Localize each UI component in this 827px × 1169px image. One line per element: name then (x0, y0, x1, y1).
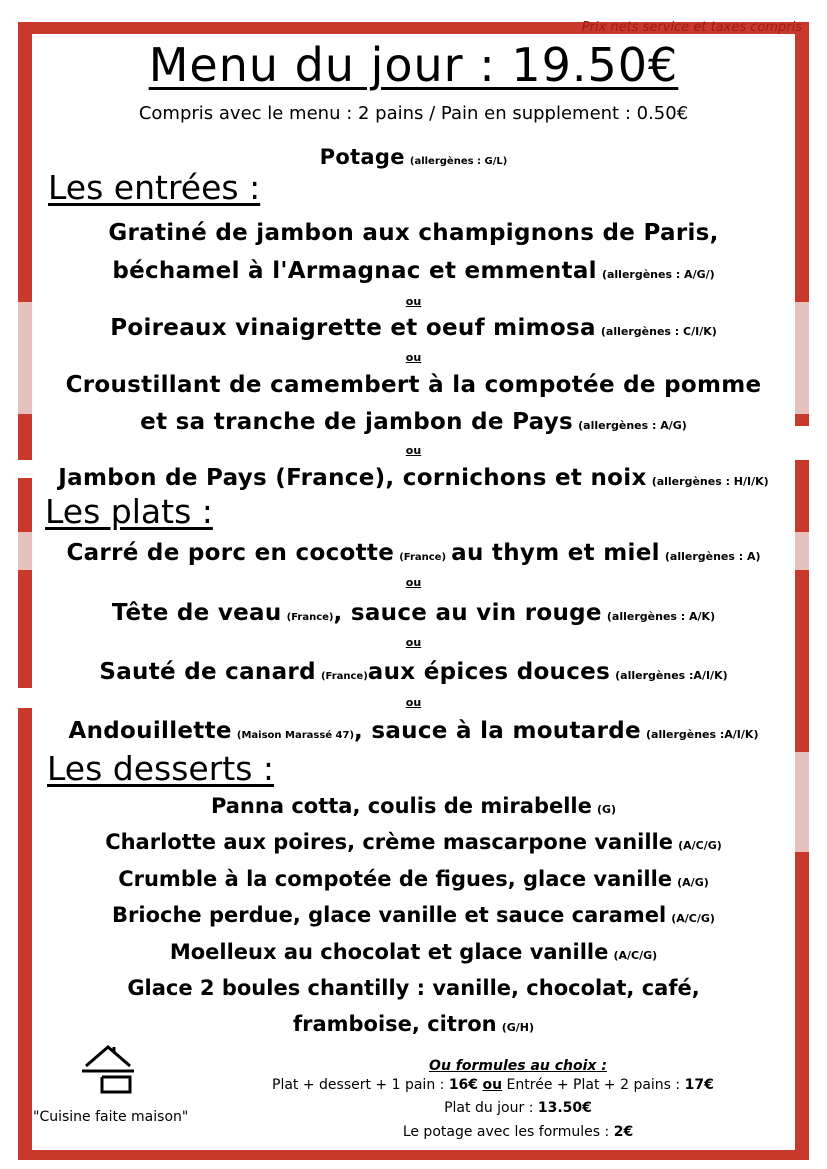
entree-3-line-2 (0, 409, 827, 435)
separator-ou: ou (405, 444, 422, 457)
plat-4-origin: (Maison Marassé 47) (236, 730, 355, 741)
potage-formule-price: 2€ (613, 1124, 634, 1140)
entree-3-line-1: Croustillant de camembert à la compotée de pomme (65, 372, 762, 398)
entree-4 (0, 465, 827, 491)
plat-1 (0, 540, 827, 566)
entree-1-line-1: Gratiné de jambon aux champignons de Paris, (108, 220, 719, 246)
section-plats: Les plats : (45, 492, 213, 531)
entree-1-allergens: (allergènes : A/G/) (601, 268, 715, 281)
plat-2 (0, 600, 827, 626)
separator-ou: ou (405, 295, 422, 308)
formule-line-1 (272, 1077, 714, 1093)
plat-3 (0, 659, 827, 685)
plat-4-name-end: , sauce à la moutarde (354, 718, 641, 744)
separator-ou: ou (405, 576, 422, 589)
dessert-5 (0, 940, 827, 964)
formule-2-price: 17€ (684, 1077, 714, 1093)
plat-4-allergens: (allergènes :A/I/K) (646, 728, 759, 741)
plat-1-name-end: au thym et miel (451, 540, 660, 566)
formule-1-ou: ou (482, 1077, 503, 1093)
dessert-3 (0, 867, 827, 891)
dessert-6-name: framboise, citron (292, 1012, 497, 1036)
formule-2-label: Entrée + Plat + 2 pains : (502, 1077, 685, 1093)
plat-du-jour-label: Plat du jour : (444, 1100, 538, 1116)
dessert-4-name: Brioche perdue, glace vanille et sauce caramel (112, 903, 667, 927)
dessert-2-allergens: (A/C/G) (678, 839, 722, 852)
entree-2 (0, 315, 827, 341)
entree-2-allergens: (allergènes : C/I/K) (600, 325, 717, 338)
formule-line-2 (308, 1100, 728, 1116)
entree-1-line-2 (0, 258, 827, 284)
entree-4-name: Jambon de Pays (France), cornichons et noix (58, 465, 647, 491)
dessert-1-name: Panna cotta, coulis de mirabelle (210, 794, 592, 818)
dessert-1-allergens: (G) (596, 803, 617, 816)
plat-1-origin: (France) (399, 552, 447, 563)
separator-ou: ou (405, 696, 422, 709)
dessert-6-allergens: (G/H) (501, 1021, 535, 1034)
dessert-2-name: Charlotte aux poires, crème mascarpone vanille (105, 830, 673, 854)
page-title: Menu du jour : 19.50€ (148, 38, 679, 92)
separator-ou: ou (405, 636, 422, 649)
formules-title-text: Ou formules au choix : (429, 1058, 607, 1074)
potage-name: Potage (319, 145, 405, 169)
plat-du-jour-price: 13.50€ (537, 1100, 592, 1116)
dessert-5-allergens: (A/C/G) (613, 949, 658, 962)
dessert-5-name: Moelleux au chocolat et glace vanille (169, 940, 609, 964)
dessert-3-name: Crumble à la compotée de figues, glace vanille (118, 867, 673, 891)
dessert-2 (0, 830, 827, 854)
plat-1-allergens: (allergènes : A) (664, 550, 761, 563)
dessert-4 (0, 903, 827, 927)
price-note: Prix nets service et taxes compris (581, 20, 802, 35)
plat-3-origin: (France) (320, 671, 368, 682)
formule-line-3 (308, 1124, 728, 1140)
plat-2-origin: (France) (286, 612, 334, 623)
potage-allergens: (allergènes : G/L) (409, 156, 508, 167)
homemade-label: "Cuisine faite maison" (33, 1109, 189, 1125)
dessert-3-allergens: (A/G) (677, 876, 709, 889)
dessert-6-line-2 (0, 1012, 827, 1036)
plat-4 (0, 718, 827, 744)
plat-4-name: Andouillette (68, 718, 232, 744)
plat-2-name: Tête de veau (111, 600, 282, 626)
section-desserts: Les desserts : (47, 749, 275, 788)
home-outline-icon (80, 1044, 136, 1100)
entree-2-name: Poireaux vinaigrette et oeuf mimosa (110, 315, 596, 341)
formule-1-price: 16€ (448, 1077, 479, 1093)
section-entrees: Les entrées : (48, 168, 261, 207)
plat-2-name-end: , sauce au vin rouge (333, 600, 602, 626)
dessert-6-line-1: Glace 2 boules chantilly : vanille, chocolat, café, (127, 976, 700, 1000)
dessert-4-allergens: (A/C/G) (671, 912, 715, 925)
entree-3-name: et sa tranche de jambon de Pays (140, 409, 574, 435)
plat-3-name-end: aux épices douces (367, 659, 611, 685)
formule-1-label: Plat + dessert + 1 pain : (272, 1077, 449, 1093)
plat-3-allergens: (allergènes :A/I/K) (615, 669, 728, 682)
formules-title (308, 1055, 728, 1074)
plat-2-allergens: (allergènes : A/K) (606, 610, 716, 623)
entree-4-allergens: (allergènes : H/I/K) (651, 475, 769, 488)
potage-formule-label: Le potage avec les formules : (402, 1124, 614, 1140)
potage-line (0, 145, 827, 169)
plat-1-name: Carré de porc en cocotte (66, 540, 395, 566)
separator-ou: ou (405, 351, 422, 364)
plat-3-name: Sauté de canard (99, 659, 316, 685)
bread-info: Compris avec le menu : 2 pains / Pain en supplement : 0.50€ (138, 103, 689, 124)
entree-1-name: béchamel à l'Armagnac et emmental (112, 258, 597, 284)
dessert-1 (0, 794, 827, 818)
entree-3-allergens: (allergènes : A/G) (578, 419, 687, 432)
